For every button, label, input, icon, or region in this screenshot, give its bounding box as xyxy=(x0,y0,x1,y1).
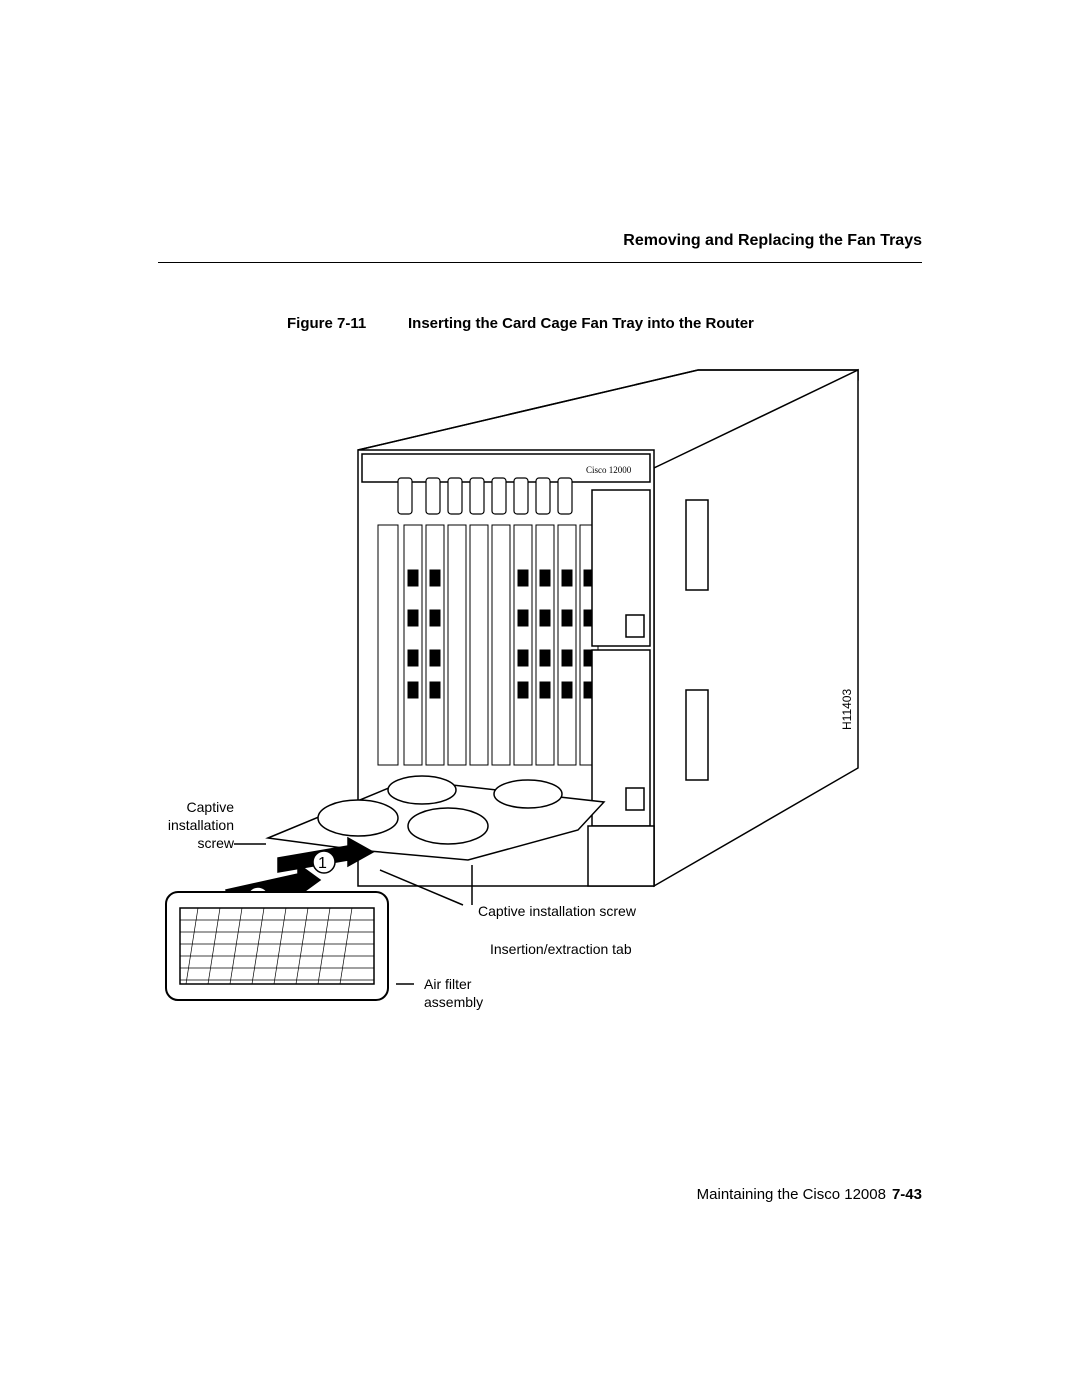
side-rail-upper xyxy=(686,500,708,590)
page-footer xyxy=(697,1186,922,1203)
page-number: 7-43 xyxy=(891,1186,922,1203)
section-header-title: Removing and Replacing the Fan Trays xyxy=(623,232,922,249)
callout-captive-screw-left xyxy=(150,798,234,852)
figure-title: Inserting the Card Cage Fan Tray into the Router xyxy=(408,315,754,332)
callout-captive-line2: installation xyxy=(167,817,234,833)
callout-air-filter xyxy=(424,975,483,1011)
footer-text: Maintaining the Cisco 12008 xyxy=(696,1186,886,1203)
chassis-label: Cisco 12000 xyxy=(586,465,632,475)
header-rule xyxy=(158,262,922,263)
fan-bay-vent xyxy=(588,826,654,886)
callout-air-filter-line2: assembly xyxy=(424,994,484,1010)
fan-4 xyxy=(494,780,562,808)
side-rail-lower xyxy=(686,690,708,780)
step-1-number: 1 xyxy=(318,855,327,872)
fan-1 xyxy=(318,800,398,836)
callout-insertion-tab: Insertion/extraction tab xyxy=(490,941,632,957)
figure-number: Figure 7-11 xyxy=(287,315,367,332)
callout-captive-screw-right: Captive installation screw xyxy=(478,903,636,919)
illustration-id: H11403 xyxy=(840,688,854,730)
router-fan-tray-illustration xyxy=(158,360,922,1040)
fan-3 xyxy=(388,776,456,804)
fan-2 xyxy=(408,808,488,844)
callout-captive-line3: screw xyxy=(197,835,234,851)
callout-air-filter-line1: Air filter xyxy=(424,976,472,992)
callout-captive-line1: Captive xyxy=(186,799,234,815)
line-cards xyxy=(378,525,598,765)
